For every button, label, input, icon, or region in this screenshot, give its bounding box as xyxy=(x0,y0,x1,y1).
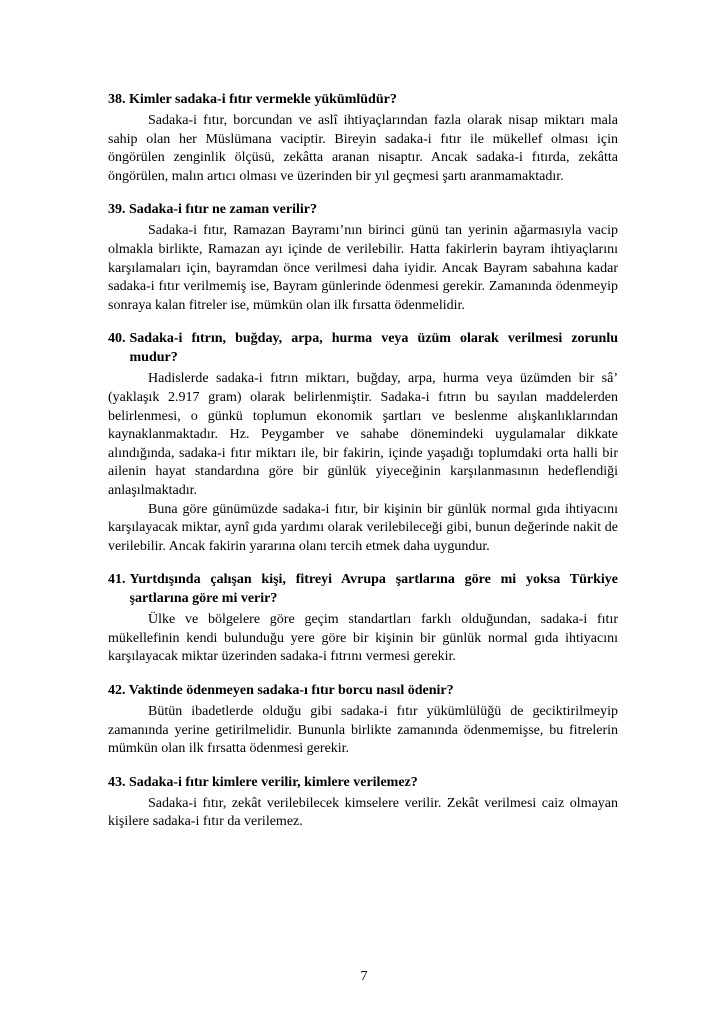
page-number: 7 xyxy=(360,969,368,984)
answer-paragraph: Hadislerde sadaka-i fıtrın miktarı, buğday, arpa, hurma veya üzümden bir sâ’ (yaklaşık 2.917 gram) olarak belirlenmiştir. Sadaka-i fıtrın bu sayılan maddelerden belirlenmesi, o günkü toplumun ekonomik şartları ve beslenme alışkanlıklarından kaynaklanmaktadır. Hz. Peygamber ve sahabe dönemindeki uygulamalar dikkate alındığında, sadaka-i fıtır miktarı ile, bir fakirin, içinde yaşadığı toplumdaki orta halli bir ailenin hayat standardına göre bir günlük yiyeceğinin karşılanmasının hedeflendiği anlaşılmaktadır. xyxy=(108,371,618,498)
question-heading-41 xyxy=(108,570,618,608)
question-heading-43: 43. Sadaka-i fıtır kimlere verilir, kimlere verilemez? xyxy=(108,774,418,790)
answer-paragraph: Sadaka-i fıtır, borcundan ve aslî ihtiyaçlarından fazla olarak nisap miktarı mala sahip olan her Müslümana vaciptir. Bireyin sadaka-i fıtır ile mükellef olması için öngörülen zenginlik ölçüsü, zekâtta aranan nisaptır. Ancak sadaka-i fıtırda, zekâtta öngörülen, malın artıcı olması ve üzerinden bir yıl geçmesi şartı aranmamaktadır. xyxy=(108,113,618,184)
qa-section-39 xyxy=(108,200,618,315)
question-text: Yurtdışında çalışan kişi, fitreyi Avrupa şartlarına göre mi yoksa Türkiye şartlarına göre mi verir? xyxy=(129,572,618,607)
question-heading-38: 38. Kimler sadaka-i fıtır vermekle yükümlüdür? xyxy=(108,92,397,107)
question-number: 41. xyxy=(108,572,126,588)
qa-section-38 xyxy=(108,90,618,186)
answer-paragraph: Sadaka-i fıtır, zekât verilebilecek kimselere verilir. Zekât verilmesi caiz olmayan kişilere sadaka-i fıtır da verilemez. xyxy=(108,795,618,830)
page-content xyxy=(108,90,618,846)
answer-paragraph: Ülke ve bölgelere göre geçim standartları farklı olduğundan, sadaka-i fıtır mükellefinin kendi bulunduğu yere göre bir kişinin bir günlük normal gıda ihtiyacını karşılayacak miktar üzerinden sadaka-i fıtrını vermesi gerekir. xyxy=(108,612,618,665)
qa-section-40 xyxy=(108,329,618,556)
question-heading-42: 42. Vaktinde ödenmeyen sadaka-ı fıtır borcu nasıl ödenir? xyxy=(108,683,454,699)
answer-paragraph: Buna göre günümüzde sadaka-i fıtır, bir kişinin bir günlük normal gıda ihtiyacını karşılayacak miktar, aynî gıda yardımı olarak verilebileceği gibi, bunun değerinde nakit de verilebilir. Ancak fakirin yararına olanı tercih etmek daha uygundur. xyxy=(108,501,618,554)
question-heading-40 xyxy=(108,329,618,367)
qa-section-43 xyxy=(108,773,618,832)
answer-paragraph: Sadaka-i fıtır, Ramazan Bayramı’nın birinci günü tan yerinin ağarmasıyla vacip olmakla birlikte, Ramazan ayı içinde de verilebilir. Hatta fakirlerin bayram ihtiyaçlarını karşılamaları için, bayramdan önce verilmesi daha iyidir. Ancak Bayram sabahına kadar sadaka-i fıtır verilmemiş ise, Bayram günlerinde ödenmesi gerekir. Zamanında ödenmeyip sonraya kalan fitreler ise, mümkün olan ilk fırsatta ödenmelidir. xyxy=(108,223,618,313)
qa-section-42 xyxy=(108,681,618,759)
answer-paragraph: Bütün ibadetlerde olduğu gibi sadaka-i fıtır yükümlülüğü de geciktirilmeyip zamanında yerine getirilmelidir. Bununla birlikte zamanında ödenmemişse, bu fitrelerin mümkün olan ilk fırsatta ödenmesi gerekir. xyxy=(108,704,618,757)
question-text: Sadaka-i fıtrın, buğday, arpa, hurma veya üzüm olarak verilmesi zorunlu mudur? xyxy=(129,331,618,366)
qa-section-41 xyxy=(108,570,618,667)
question-heading-39: 39. Sadaka-i fıtır ne zaman verilir? xyxy=(108,202,317,218)
question-number: 40. xyxy=(108,331,126,347)
